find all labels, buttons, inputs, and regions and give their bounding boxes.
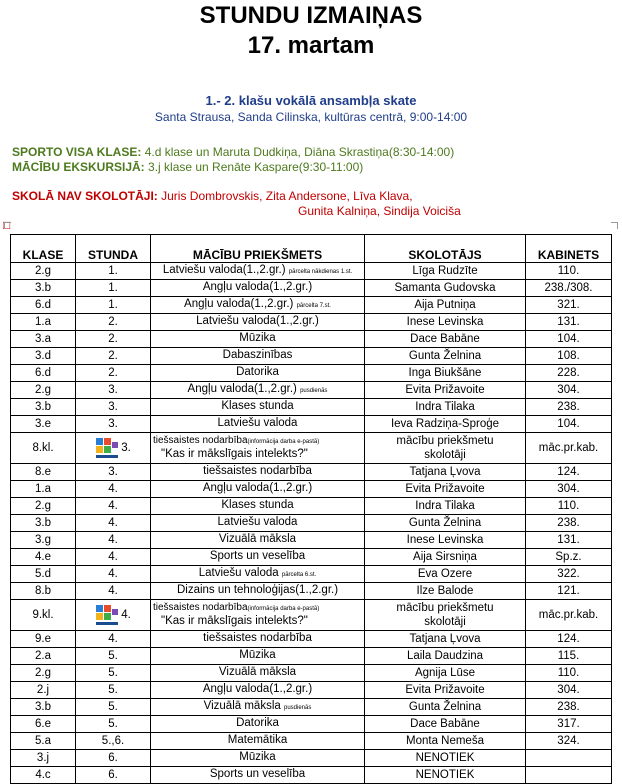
cell-stunda: 4. — [76, 498, 151, 515]
cell-teacher: Evita Prižavoite — [365, 382, 526, 399]
cell-subject — [151, 648, 365, 665]
cell-subject — [151, 631, 365, 648]
cell-teacher: Laila Daudzina — [365, 648, 526, 665]
cell-klase: 2.g — [11, 665, 76, 682]
cell-stunda: 5. — [76, 665, 151, 682]
table-row — [11, 481, 612, 498]
cell-klase: 2.j — [11, 682, 76, 699]
absent-line1: Juris Dombrovskis, Zita Andersone, Līva Klava, — [157, 189, 413, 203]
cell-teacher: Evita Prižavoite — [365, 481, 526, 498]
cell-klase: 3.b — [11, 399, 76, 416]
table-row — [11, 566, 612, 583]
cell-teacher: Inga Biukšāne — [365, 365, 526, 382]
cell-klase: 3.b — [11, 280, 76, 297]
online-label: tiešsaistes nodarbība — [153, 435, 248, 446]
cell-teacher: Gunta Želnina — [365, 348, 526, 365]
cell-klase: 5.d — [11, 566, 76, 583]
cell-stunda — [76, 600, 151, 631]
page-subtitle-date: 17. martam — [247, 32, 375, 59]
cell-subject — [151, 583, 365, 600]
cell-room: māc.pr.kab. — [526, 433, 612, 464]
table-row — [11, 583, 612, 600]
cell-klase: 5.a — [11, 733, 76, 750]
subject-text: tiešsaistes nodarbība — [203, 632, 312, 644]
cell-room: 304. — [526, 382, 612, 399]
cell-klase: 9.kl. — [11, 600, 76, 631]
cell-stunda: 4. — [76, 481, 151, 498]
table-row — [11, 498, 612, 515]
cell-klase: 8.e — [11, 464, 76, 481]
subject-text: Angļu valoda(1.,2.gr.) — [202, 482, 313, 494]
cell-klase: 6.d — [11, 365, 76, 382]
cell-stunda: 5. — [76, 648, 151, 665]
table-row — [11, 331, 612, 348]
cell-stunda: 4. — [76, 549, 151, 566]
stunda-text: 3. — [121, 442, 131, 454]
cell-room: 322. — [526, 566, 612, 583]
latvijai-logo-icon — [95, 604, 119, 626]
cell-subject — [151, 532, 365, 549]
cell-klase: 3.g — [11, 532, 76, 549]
cell-stunda: 3. — [76, 464, 151, 481]
table-row — [11, 515, 612, 532]
subject-text: Dabaszinības — [222, 349, 293, 361]
subject-line1 — [153, 435, 362, 448]
cell-room: 110. — [526, 263, 612, 280]
cell-subject — [151, 515, 365, 532]
excursion-text: 3.j klase un Renāte Kaspare(9:30-11:00) — [144, 160, 364, 174]
cell-room: 104. — [526, 416, 612, 433]
cell-teacher: Agnija Lūse — [365, 665, 526, 682]
cell-stunda: 2. — [76, 331, 151, 348]
cell-klase: 3.a — [11, 331, 76, 348]
cell-teacher: Tatjana Ļvova — [365, 631, 526, 648]
subject-text: Angļu valoda(1.,2.gr.) — [187, 383, 297, 395]
table-row — [11, 297, 612, 314]
cell-subject — [151, 331, 365, 348]
cell-teacher: Inese Levinska — [365, 314, 526, 331]
online-note: (informācija darba e-pastā) — [247, 606, 320, 612]
cell-stunda: 5. — [76, 682, 151, 699]
cell-subject — [151, 566, 365, 583]
subject-text: Vizuālā māksla — [203, 700, 281, 712]
cell-subject — [151, 600, 365, 631]
sport-notice — [12, 145, 454, 159]
cell-subject — [151, 481, 365, 498]
cell-subject — [151, 464, 365, 481]
cell-stunda: 5.,6. — [76, 733, 151, 750]
cell-klase: 1.a — [11, 481, 76, 498]
online-label: tiešsaistes nodarbība — [153, 602, 248, 613]
cell-room: 110. — [526, 498, 612, 515]
subject-text: Mūzika — [239, 649, 276, 661]
cell-room: 131. — [526, 532, 612, 549]
cell-stunda: 5. — [76, 699, 151, 716]
subject-text: Sports un veselība — [209, 768, 306, 780]
margin-corner-right — [611, 222, 618, 229]
table-row — [11, 665, 612, 682]
cell-stunda: 6. — [76, 750, 151, 767]
teacher-line2: skolotāji — [424, 616, 466, 628]
absent-line2: Gunita Kalniņa, Sindija Voiciša — [298, 204, 461, 218]
cell-room: 228. — [526, 365, 612, 382]
cell-stunda: 2. — [76, 348, 151, 365]
subject-text: Angļu valoda(1.,2.gr.) — [202, 683, 313, 695]
cell-klase: 2.g — [11, 263, 76, 280]
subject-text: Vizuālā māksla — [218, 666, 297, 678]
cell-subject — [151, 382, 365, 399]
cell-teacher: Tatjana Ļvova — [365, 464, 526, 481]
excursion-notice — [12, 160, 363, 174]
table-row — [11, 464, 612, 481]
cell-klase: 6.e — [11, 716, 76, 733]
cell-teacher: Evita Prižavoite — [365, 682, 526, 699]
cell-klase: 1.a — [11, 314, 76, 331]
cell-klase: 4.e — [11, 549, 76, 566]
cell-subject — [151, 750, 365, 767]
cell-room — [526, 750, 612, 767]
cell-teacher: Dace Babāne — [365, 716, 526, 733]
teacher-line1: mācību priekšmetu — [396, 435, 494, 447]
excursion-label: MĀCĪBU EKSKURSIJĀ: — [12, 160, 145, 174]
teacher-line2: skolotāji — [424, 449, 466, 461]
cell-room: 108. — [526, 348, 612, 365]
cell-subject — [151, 365, 365, 382]
table-row — [11, 382, 612, 399]
subject-text: Angļu valoda(1.,2.gr.) — [202, 281, 313, 293]
absent-notice — [12, 189, 413, 203]
online-note: (informācija darba e-pastā) — [247, 439, 320, 445]
cell-teacher: Samanta Gudovska — [365, 280, 526, 297]
subject-text: Angļu valoda(1.,2.gr.) — [184, 298, 294, 310]
table-row — [11, 549, 612, 566]
cell-stunda: 2. — [76, 314, 151, 331]
subject-line2: "Kas ir mākslīgais intelekts?" — [161, 448, 308, 460]
cell-stunda: 4. — [76, 583, 151, 600]
cell-teacher: Gunta Želnina — [365, 699, 526, 716]
cell-teacher: Inese Levinska — [365, 532, 526, 549]
cell-stunda: 3. — [76, 416, 151, 433]
cell-teacher: Līga Rudzīte — [365, 263, 526, 280]
table-row — [11, 416, 612, 433]
table-row — [11, 631, 612, 648]
cell-room: 110. — [526, 665, 612, 682]
cell-subject — [151, 297, 365, 314]
cell-teacher — [365, 600, 526, 631]
cell-room: 238. — [526, 399, 612, 416]
cell-room: 121. — [526, 583, 612, 600]
col-room: KABINETS — [526, 235, 612, 263]
cell-subject — [151, 549, 365, 566]
cell-room: 124. — [526, 631, 612, 648]
subject-text: Latviešu valoda(1.,2.gr.) — [162, 264, 286, 276]
cell-stunda: 4. — [76, 566, 151, 583]
cell-subject — [151, 716, 365, 733]
table-row — [11, 532, 612, 549]
cell-subject — [151, 433, 365, 464]
subject-note: pārcelta nākdienas 1.st. — [288, 269, 353, 275]
sport-label: SPORTO VISA KLASE: — [12, 145, 142, 159]
subject-text: Datorika — [236, 366, 279, 378]
col-subject: MĀCĪBU PRIEKŠMETS — [151, 235, 365, 263]
cell-stunda: 1. — [76, 280, 151, 297]
cell-subject — [151, 280, 365, 297]
table-row — [11, 716, 612, 733]
cell-room: 324. — [526, 733, 612, 750]
subject-text: Sports un veselība — [209, 550, 306, 562]
cell-subject — [151, 399, 365, 416]
table-row — [11, 314, 612, 331]
cell-stunda: 4. — [76, 631, 151, 648]
cell-room — [526, 767, 612, 784]
table-row — [11, 699, 612, 716]
table-row — [11, 682, 612, 699]
latvijai-logo-icon — [95, 437, 119, 459]
table-row — [11, 767, 612, 784]
margin-corner-left — [4, 222, 11, 229]
subject-text: Latviešu valoda — [198, 567, 279, 579]
cell-klase: 8.b — [11, 583, 76, 600]
cell-teacher — [365, 433, 526, 464]
cell-teacher: Monta Nemeša — [365, 733, 526, 750]
cell-room: 304. — [526, 682, 612, 699]
teacher-line1: mācību priekšmetu — [396, 602, 494, 614]
cell-stunda: 3. — [76, 382, 151, 399]
subject-text: tiešsaistes nodarbība — [203, 465, 312, 477]
table-row — [11, 280, 612, 297]
subject-note: pārcelta 6.st. — [281, 572, 317, 578]
cell-teacher: Eva Ozere — [365, 566, 526, 583]
cell-subject — [151, 682, 365, 699]
cell-teacher: Indra Tilaka — [365, 399, 526, 416]
table-body — [11, 263, 612, 784]
absent-label: SKOLĀ NAV SKOLOTĀJI: — [12, 189, 158, 203]
subject-text: Latviešu valoda — [217, 516, 298, 528]
cell-teacher: Dace Babāne — [365, 331, 526, 348]
col-stunda: STUNDA — [76, 235, 151, 263]
cell-klase: 3.d — [11, 348, 76, 365]
cell-room: 124. — [526, 464, 612, 481]
table-row — [11, 263, 612, 280]
cell-stunda: 6. — [76, 767, 151, 784]
subject-note: pārcelta 7.st. — [296, 303, 331, 309]
cell-klase: 2.a — [11, 648, 76, 665]
cell-klase: 3.j — [11, 750, 76, 767]
cell-stunda: 4. — [76, 532, 151, 549]
table-row — [11, 365, 612, 382]
subject-text: Matemātika — [227, 734, 288, 746]
cell-klase: 3.b — [11, 699, 76, 716]
cell-room: 131. — [526, 314, 612, 331]
cell-subject — [151, 498, 365, 515]
subject-text: Vizuālā māksla — [218, 533, 297, 545]
cell-subject — [151, 699, 365, 716]
stunda-text: 4. — [121, 609, 131, 621]
cell-klase: 3.b — [11, 515, 76, 532]
cell-klase: 8.kl. — [11, 433, 76, 464]
cell-klase: 2.g — [11, 382, 76, 399]
cell-teacher: Aija Sirsniņa — [365, 549, 526, 566]
cell-room: 238. — [526, 515, 612, 532]
cell-room: 104. — [526, 331, 612, 348]
cell-teacher: NENOTIEK — [365, 767, 526, 784]
table-row — [11, 733, 612, 750]
cell-room: 321. — [526, 297, 612, 314]
table-row-online — [11, 433, 612, 464]
cell-room: 238./308. — [526, 280, 612, 297]
cell-stunda: 2. — [76, 365, 151, 382]
cell-subject — [151, 767, 365, 784]
cell-stunda: 1. — [76, 263, 151, 280]
table-row — [11, 750, 612, 767]
col-klase: KLASE — [11, 235, 76, 263]
table-row — [11, 648, 612, 665]
subject-text: Latviešu valoda(1.,2.gr.) — [196, 315, 319, 327]
subject-line2: "Kas ir mākslīgais intelekts?" — [161, 615, 308, 627]
cell-stunda: 4. — [76, 515, 151, 532]
subject-note: pusdienās — [300, 388, 328, 394]
cell-subject — [151, 314, 365, 331]
cell-klase: 9.e — [11, 631, 76, 648]
cell-klase: 2.g — [11, 498, 76, 515]
cell-room: 304. — [526, 481, 612, 498]
page-title: STUNDU IZMAIŅAS — [199, 2, 423, 29]
col-teacher: SKOLOTĀJS — [365, 235, 526, 263]
subject-note: pusdienās — [283, 705, 312, 711]
table-row-online — [11, 600, 612, 631]
cell-subject — [151, 416, 365, 433]
cell-teacher: Aija Putniņa — [365, 297, 526, 314]
cell-teacher: Indra Tilaka — [365, 498, 526, 515]
subject-text: Klases stunda — [221, 499, 294, 511]
subject-text: Datorika — [236, 717, 279, 729]
cell-teacher: NENOTIEK — [365, 750, 526, 767]
anchor-mark: □ — [3, 218, 11, 232]
cell-room: 115. — [526, 648, 612, 665]
cell-subject — [151, 665, 365, 682]
cell-teacher: Ieva Radziņa-Sproģe — [365, 416, 526, 433]
cell-stunda — [76, 433, 151, 464]
cell-stunda: 3. — [76, 399, 151, 416]
cell-stunda: 1. — [76, 297, 151, 314]
table-header-row — [11, 235, 612, 263]
table-row — [11, 399, 612, 416]
changes-table — [10, 234, 612, 784]
subject-text: Mūzika — [239, 751, 276, 763]
subject-line1 — [153, 602, 362, 615]
cell-room: māc.pr.kab. — [526, 600, 612, 631]
cell-subject — [151, 263, 365, 280]
ensemble-title: 1.- 2. klašu vokālā ansambļa skate — [205, 93, 417, 108]
cell-klase: 6.d — [11, 297, 76, 314]
cell-room: 317. — [526, 716, 612, 733]
table-row — [11, 348, 612, 365]
cell-stunda: 5. — [76, 716, 151, 733]
cell-klase: 4.c — [11, 767, 76, 784]
cell-room: Sp.z. — [526, 549, 612, 566]
cell-teacher: Gunta Želnina — [365, 515, 526, 532]
subject-text: Latviešu valoda — [217, 417, 298, 429]
cell-klase: 3.e — [11, 416, 76, 433]
cell-teacher: Ilze Balode — [365, 583, 526, 600]
sport-text: 4.d klase un Maruta Dudkiņa, Diāna Skrastiņa(8:30-14:00) — [141, 145, 455, 159]
cell-subject — [151, 733, 365, 750]
subject-text: Dizains un tehnoloģijas(1.,2.gr.) — [176, 584, 339, 596]
subject-text: Klases stunda — [221, 400, 294, 412]
cell-subject — [151, 348, 365, 365]
subject-text: Mūzika — [239, 332, 276, 344]
cell-room: 238. — [526, 699, 612, 716]
ensemble-text: Santa Strausa, Sanda Cilinska, kultūras centrā, 9:00-14:00 — [154, 110, 468, 124]
